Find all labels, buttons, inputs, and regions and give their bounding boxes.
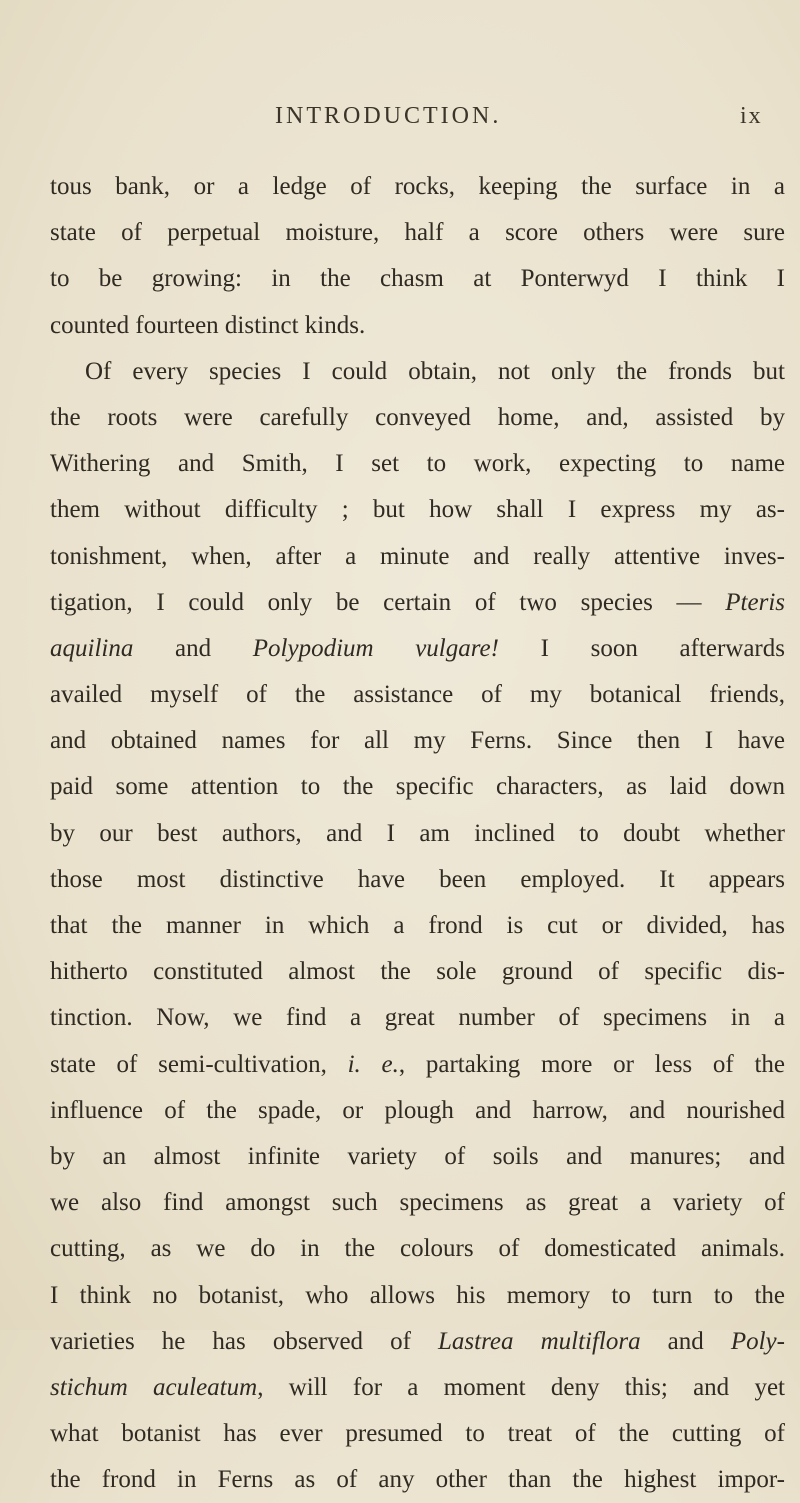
text-line bbox=[50, 764, 785, 810]
text-line bbox=[50, 1134, 785, 1180]
text-run: what botanist has ever presumed to treat of the cutting of bbox=[50, 1420, 785, 1448]
text-run: tigation, I could only be certain of two species — bbox=[50, 588, 726, 616]
text-run: by an almost infinite variety of soils and manures; and bbox=[50, 1142, 785, 1170]
text-line bbox=[50, 487, 785, 533]
text-run: I think no botanist, who allows his memory to turn to the bbox=[50, 1281, 785, 1309]
text-line bbox=[50, 395, 785, 441]
text-line bbox=[50, 1411, 785, 1457]
text-run: availed myself of the assistance of my botanical friends, bbox=[50, 681, 785, 709]
text-run: , partaking more or less of the bbox=[398, 1050, 786, 1078]
text-run: and bbox=[640, 1327, 731, 1355]
text-run: varieties he has observed of bbox=[50, 1327, 439, 1355]
text-line bbox=[50, 1457, 785, 1503]
text-run: Withering and Smith, I set to work, expecting to name bbox=[50, 450, 785, 478]
text-line bbox=[50, 811, 785, 857]
text-run: I soon afterwards bbox=[498, 634, 785, 662]
text-run: by our best authors, and I am inclined to doubt whether bbox=[50, 819, 785, 847]
text-line bbox=[50, 949, 785, 995]
text-line bbox=[50, 626, 785, 672]
text-line bbox=[50, 1180, 785, 1226]
text-run: to be growing: in the chasm at Ponterwyd I think I bbox=[50, 265, 785, 293]
italic-text: i. e. bbox=[347, 1050, 399, 1078]
italic-text: Poly- bbox=[730, 1327, 785, 1355]
text-run: that the manner in which a frond is cut or divided, has bbox=[50, 912, 785, 939]
text-run: state of semi-cultivation, bbox=[50, 1050, 348, 1078]
italic-text: Polypodium vulgare! bbox=[252, 634, 499, 662]
text-run: tonishment, when, after a minute and really attentive inves- bbox=[50, 542, 785, 570]
text-run: cutting, as we do in the colours of domesticated animals. bbox=[50, 1235, 785, 1263]
text-run: hitherto constituted almost the sole ground of specific dis- bbox=[50, 958, 785, 986]
text-line bbox=[50, 857, 785, 903]
text-line bbox=[50, 1088, 785, 1134]
text-line bbox=[50, 1319, 785, 1365]
text-run: tous bank, or a ledge of rocks, keeping the surface in a bbox=[50, 173, 785, 200]
text-run: influence of the spade, or plough and harrow, and nourished bbox=[50, 1096, 785, 1124]
text-line bbox=[50, 580, 785, 626]
text-line bbox=[50, 718, 785, 764]
text-line bbox=[50, 995, 785, 1041]
italic-text: stichum aculeatum bbox=[50, 1373, 258, 1401]
text-line bbox=[50, 1273, 785, 1319]
text-run: and obtained names for all my Ferns. Since then I have bbox=[50, 727, 785, 755]
italic-text: Lastrea multiflora bbox=[438, 1327, 641, 1355]
text-line bbox=[50, 1042, 785, 1088]
body-text bbox=[50, 164, 785, 1503]
italic-text: Pteris bbox=[725, 588, 785, 616]
page-number: ix bbox=[740, 103, 763, 129]
running-title: INTRODUCTION. bbox=[275, 103, 502, 129]
text-line bbox=[50, 256, 785, 302]
text-line bbox=[50, 672, 785, 718]
text-line bbox=[50, 303, 785, 349]
text-line bbox=[50, 349, 785, 395]
text-line bbox=[50, 441, 785, 487]
text-run: those most distinctive have been employed. It appears bbox=[50, 865, 785, 893]
italic-text: aquilina bbox=[50, 634, 134, 662]
text-run: the frond in Ferns as of any other than the highest impor- bbox=[50, 1466, 785, 1494]
text-run: state of perpetual moisture, half a score others were sure bbox=[50, 219, 785, 247]
text-line bbox=[50, 1365, 785, 1411]
text-run: tinction. Now, we find a great number of specimens in a bbox=[50, 1004, 785, 1032]
text-run: them without difficulty ; but how shall I express my as- bbox=[50, 496, 785, 524]
text-line bbox=[50, 164, 785, 210]
text-run: and bbox=[133, 634, 253, 662]
text-run: , will for a moment deny this; and yet bbox=[257, 1373, 785, 1401]
text-line bbox=[50, 903, 785, 949]
text-line bbox=[50, 210, 785, 256]
running-head bbox=[0, 103, 800, 143]
text-run: counted fourteen distinct kinds. bbox=[50, 311, 366, 339]
text-line bbox=[50, 534, 785, 580]
text-run: the roots were carefully conveyed home, and, assisted by bbox=[50, 403, 785, 431]
text-run: Of every species I could obtain, not only the fronds but bbox=[85, 357, 785, 385]
text-line bbox=[50, 1226, 785, 1272]
text-run: we also find amongst such specimens as great a variety of bbox=[50, 1189, 785, 1217]
text-run: paid some attention to the specific characters, as laid down bbox=[50, 773, 785, 801]
